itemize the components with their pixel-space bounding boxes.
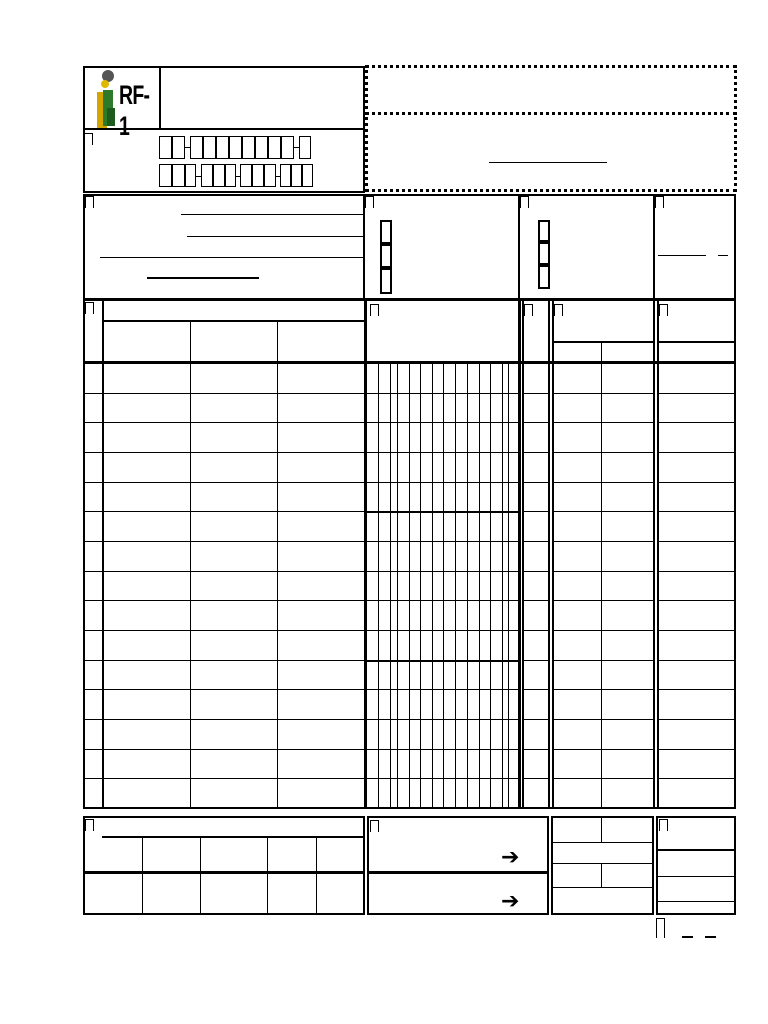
tally-col-line	[420, 363, 421, 808]
id-cell[interactable]	[213, 164, 225, 187]
id-cell[interactable]	[264, 164, 276, 187]
header-right-bottom-box	[365, 112, 737, 192]
section-marker	[520, 196, 529, 208]
row-separator	[552, 689, 653, 690]
id-cell[interactable]	[172, 164, 185, 187]
totals-line	[551, 863, 654, 864]
section-marker	[524, 304, 533, 316]
check-cell[interactable]	[538, 242, 550, 265]
id-cell[interactable]	[242, 136, 255, 159]
address-line[interactable]	[181, 214, 363, 215]
id-cell[interactable]	[185, 164, 196, 187]
row-separator	[657, 452, 736, 453]
totals-divider	[601, 818, 602, 842]
row-separator	[657, 422, 736, 423]
section-marker	[655, 196, 664, 208]
col-divider	[522, 299, 524, 809]
col-divider	[552, 299, 554, 809]
address-line[interactable]	[147, 277, 259, 279]
row-separator	[522, 422, 548, 423]
tally-col-line	[432, 363, 433, 808]
row-separator	[522, 719, 548, 720]
check-cell[interactable]	[538, 220, 550, 242]
row-separator	[522, 393, 548, 394]
tally-row-separator	[367, 630, 518, 631]
row-separator	[552, 422, 653, 423]
section-marker	[84, 133, 93, 145]
row-separator	[657, 541, 736, 542]
section-marker	[365, 196, 374, 208]
page-dash	[705, 936, 716, 938]
row-separator	[522, 660, 548, 661]
row-separator	[522, 511, 548, 512]
tally-row-separator	[367, 600, 518, 601]
id-cell[interactable]	[291, 164, 302, 187]
footer-line	[656, 901, 734, 902]
id-cell[interactable]	[229, 136, 242, 159]
tally-col-line	[502, 363, 503, 808]
date-line[interactable]	[658, 255, 706, 256]
totals-line	[551, 842, 654, 843]
section-marker	[554, 304, 563, 316]
footer-totals-box	[551, 816, 654, 915]
col-divider	[548, 299, 550, 809]
id-cell[interactable]	[302, 164, 313, 187]
row-separator	[552, 511, 653, 512]
form-code-title: RF-1	[119, 80, 150, 141]
footer-col-divider	[267, 838, 268, 915]
name-col-divider	[190, 321, 191, 809]
row-separator	[522, 630, 548, 631]
arrow-right-icon: ➔	[501, 844, 520, 869]
row-separator	[552, 452, 653, 453]
footer-left-box	[83, 816, 365, 915]
section-marker	[370, 820, 379, 832]
row-separator	[657, 660, 736, 661]
footer-line	[656, 849, 734, 851]
id-cell[interactable]	[240, 164, 252, 187]
id-cell[interactable]	[190, 136, 203, 159]
signature-line	[489, 162, 607, 163]
row-separator	[552, 660, 653, 661]
tally-row-separator	[367, 719, 518, 720]
row-separator	[657, 482, 736, 483]
check-cell[interactable]	[380, 268, 392, 294]
name-col-divider	[277, 321, 278, 809]
tally-row-separator	[367, 749, 518, 750]
tally-col-line	[378, 363, 379, 808]
header-line	[552, 341, 653, 343]
header-right-top-box	[365, 65, 737, 115]
id-cell[interactable]	[216, 136, 229, 159]
id-cell[interactable]	[159, 136, 172, 159]
header-line	[657, 341, 736, 343]
row-separator	[83, 630, 364, 631]
row-separator	[83, 452, 364, 453]
row-separator	[552, 630, 653, 631]
check-cell[interactable]	[380, 220, 392, 244]
section-marker	[656, 918, 665, 938]
id-cell[interactable]	[201, 164, 213, 187]
id-cell[interactable]	[252, 164, 264, 187]
row-separator	[522, 571, 548, 572]
date-line[interactable]	[718, 255, 728, 256]
tally-col-line	[397, 363, 398, 808]
sub-col-divider	[601, 341, 602, 809]
tally-row-separator	[367, 541, 518, 542]
tally-row-separator	[367, 778, 518, 779]
row-separator	[657, 571, 736, 572]
tally-row-separator	[367, 482, 518, 483]
tally-col-line	[390, 363, 391, 808]
row-separator	[657, 511, 736, 512]
row-separator	[522, 600, 548, 601]
row-separator	[552, 393, 653, 394]
footer-middle-box	[367, 816, 549, 915]
tally-col-line	[479, 363, 480, 808]
tally-col-line	[508, 363, 509, 808]
id-cell[interactable]	[172, 136, 185, 159]
tally-row-separator	[367, 571, 518, 572]
row-separator	[83, 749, 364, 750]
col-divider	[657, 299, 659, 809]
section-marker	[85, 302, 94, 314]
row-separator	[552, 541, 653, 542]
footer-line	[83, 871, 365, 874]
id-cell[interactable]	[255, 136, 268, 159]
row-separator	[83, 482, 364, 483]
tally-row-separator	[367, 660, 518, 662]
row-separator	[657, 630, 736, 631]
check-cell[interactable]	[538, 265, 550, 289]
id-cell[interactable]	[281, 136, 294, 159]
id-cell[interactable]	[268, 136, 281, 159]
row-separator	[552, 749, 653, 750]
arrow-right-icon: ➔	[501, 888, 520, 913]
totals-divider	[601, 863, 602, 887]
id-cell[interactable]	[159, 164, 172, 187]
tally-row-separator	[367, 689, 518, 690]
row-separator	[552, 719, 653, 720]
tally-row-separator	[367, 452, 518, 453]
id-cell[interactable]	[203, 136, 216, 159]
tally-col-line	[467, 363, 468, 808]
tally-col-line	[455, 363, 456, 808]
header-line	[102, 320, 364, 322]
id-cell[interactable]	[280, 164, 291, 187]
address-line[interactable]	[187, 236, 363, 237]
section-marker	[85, 819, 94, 831]
row-separator	[522, 778, 548, 779]
row-separator	[522, 452, 548, 453]
col-divider	[518, 299, 521, 809]
footer-col-divider	[142, 838, 143, 915]
row-separator	[522, 482, 548, 483]
info-divider	[518, 194, 520, 300]
row-separator	[83, 393, 364, 394]
col-divider	[653, 299, 655, 809]
info-divider	[653, 194, 655, 300]
row-separator	[83, 600, 364, 601]
row-separator	[552, 571, 653, 572]
totals-line	[551, 887, 654, 888]
tally-row-separator	[367, 393, 518, 394]
row-separator	[83, 511, 364, 512]
check-cell[interactable]	[380, 244, 392, 268]
footer-line	[367, 871, 549, 874]
tally-row-separator	[367, 422, 518, 423]
tally-row-separator	[367, 511, 518, 513]
row-separator	[83, 778, 364, 779]
footer-col-divider	[200, 838, 201, 915]
col-divider	[364, 299, 367, 809]
row-separator	[83, 541, 364, 542]
row-separator	[552, 600, 653, 601]
row-separator	[522, 689, 548, 690]
footer-line	[656, 876, 734, 877]
footer-col-divider	[316, 838, 317, 915]
section-marker	[370, 304, 379, 316]
row-separator	[552, 778, 653, 779]
info-divider	[363, 194, 365, 300]
person-info-logo	[94, 70, 118, 130]
row-separator	[83, 719, 364, 720]
row-separator	[552, 482, 653, 483]
row-separator	[657, 689, 736, 690]
info-section	[83, 194, 736, 300]
row-separator	[657, 749, 736, 750]
row-separator	[522, 541, 548, 542]
row-separator	[83, 422, 364, 423]
row-separator	[657, 393, 736, 394]
address-line[interactable]	[100, 257, 363, 258]
id-cell[interactable]	[299, 136, 311, 159]
row-separator	[83, 689, 364, 690]
section-marker	[85, 196, 94, 208]
row-separator	[657, 778, 736, 779]
tally-col-line	[443, 363, 444, 808]
row-separator	[83, 571, 364, 572]
page-dash	[682, 936, 693, 938]
tally-col-line	[409, 363, 410, 808]
row-separator	[522, 749, 548, 750]
section-marker	[659, 819, 668, 831]
id-cell[interactable]	[225, 164, 236, 187]
row-separator	[657, 719, 736, 720]
section-marker	[659, 304, 668, 316]
tally-col-line	[490, 363, 491, 808]
row-separator	[83, 660, 364, 661]
row-separator	[657, 600, 736, 601]
col-divider	[102, 299, 104, 809]
